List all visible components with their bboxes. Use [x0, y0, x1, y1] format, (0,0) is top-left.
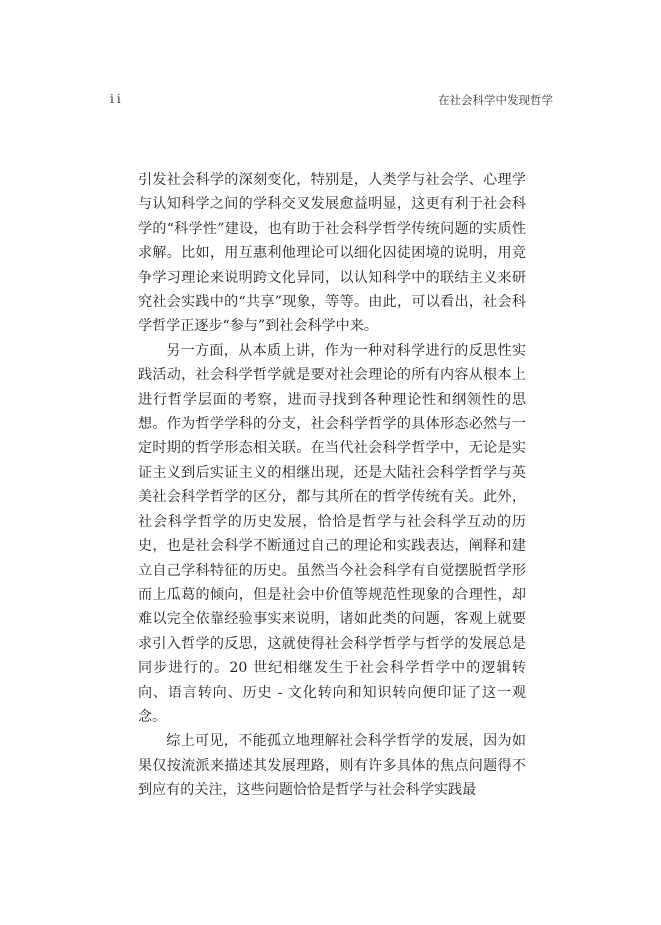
body-text	[138, 168, 526, 803]
paragraph: 综上可见，不能孤立地理解社会科学哲学的发展，因为如果仅按流派来描述其发展理路，则有许多具体的焦点问题得不到应有的关注，这些问题恰恰是哲学与社会科学实践最	[138, 733, 526, 799]
running-header: 在社会科学中发现哲学	[438, 93, 553, 107]
paragraph-continued: 引发社会科学的深刻变化，特别是，人类学与社会学、心理学与认知科学之间的学科交叉发展愈益明显，这更有利于社会科学的“科学性”建设，也有助于社会科学哲学传统问题的实质性求解。比如，用互惠利他理论可以细化囚徒困境的说明，用竞争学习理论来说明跨文化异同，以认知科学中的联结主义来研究社会实践中的“共享”现象，等等。由此，可以看出，社会科学哲学正逐步“参与”到社会科学中来。	[138, 172, 526, 335]
paragraph: 另一方面，从本质上讲，作为一种对科学进行的反思性实践活动，社会科学哲学就是要对社会理论的所有内容从根本上进行哲学层面的考察，进而寻找到各种理论性和纲领性的思想。作为哲学学科的分支，社会科学哲学的具体形态必然与一定时期的哲学形态相关联。在当代社会科学哲学中，无论是实证主义到后实证主义的相继出现，还是大陆社会科学哲学与英美社会科学哲学的区分，都与其所在的哲学传统有关。此外，社会科学哲学的历史发展，恰恰是哲学与社会科学互动的历史，也是社会科学不断通过自己的理论和实践表达，阐释和建立自己学科特征的历史。虽然当今社会科学有自觉摆脱哲学形而上瓜葛的倾向，但是社会中价值等规范性现象的合理性，却难以完全依靠经验事实来说明，诸如此类的问题，客观上就要求引入哲学的反思，这就使得社会科学哲学与哲学的发展总是同步进行的。20 世纪相继发生于社会科学哲学中的逻辑转向、语言转向、历史 - 文化转向和知识转向便印证了这一观念。	[138, 342, 526, 725]
page-number: ii	[110, 92, 124, 106]
